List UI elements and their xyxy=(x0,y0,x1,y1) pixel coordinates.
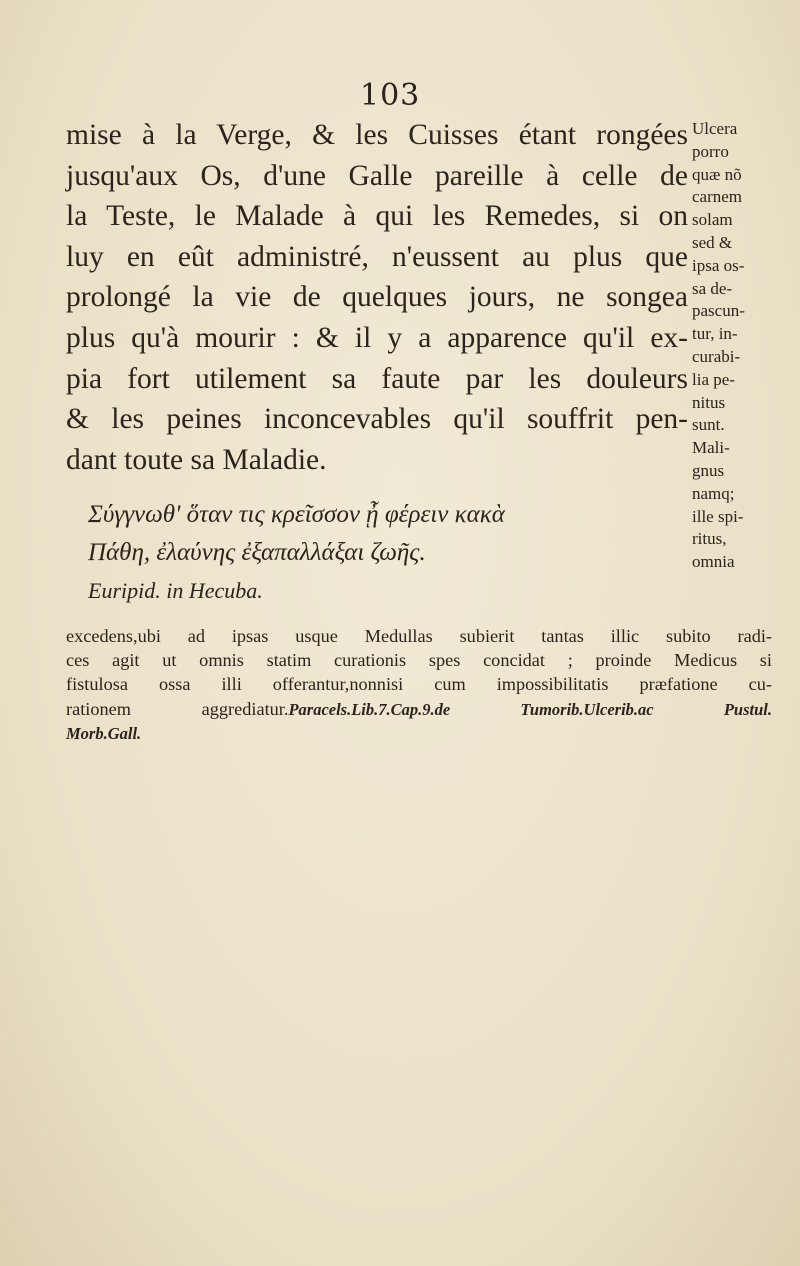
margin-line: sa de- xyxy=(692,278,733,298)
margin-line: ritus, xyxy=(692,529,727,549)
page-number: 103 xyxy=(360,78,421,113)
greek-quotation xyxy=(88,496,648,610)
quote-line: Πάθη, ἐλαύνης ἐξαπαλλάξαι ζωῆς. xyxy=(88,539,426,566)
footnote xyxy=(66,624,772,746)
text-line: & les peines inconcevables qu'il souffrit pen- xyxy=(66,403,688,436)
text-line: pia fort utilement sa faute par les douleurs xyxy=(66,362,688,395)
footnote-line xyxy=(66,697,772,722)
text-line: la Teste, le Malade à qui les Remedes, si on xyxy=(66,200,688,233)
margin-line: Ulcera xyxy=(692,119,738,138)
quote-line: Σύγγνωθ' ὅταν τις κρεῖσσον ᾖ φέρειν κακὰ xyxy=(88,501,505,528)
margin-line: ipsa os- xyxy=(692,255,745,275)
margin-line: tur, in- xyxy=(692,324,738,344)
margin-line: sed & xyxy=(692,232,733,252)
margin-line: carnem xyxy=(692,187,743,207)
text-line: mise à la Verge, & les Cuisses étant rongées xyxy=(66,119,688,151)
margin-line: namq; xyxy=(692,483,735,503)
text-line: jusqu'aux Os, d'une Galle pareille à celle de xyxy=(66,159,688,192)
margin-line: porro xyxy=(692,141,729,161)
footnote-line: ces agit ut omnis statim curationis spes concidat ; proinde Medicus si xyxy=(66,650,772,671)
margin-line: Mali- xyxy=(692,438,730,458)
text-line: dant toute sa Maladie. xyxy=(66,443,327,476)
footnote-line: excedens,ubi ad ipsas usque Medullas subierit tantas illic subito radi- xyxy=(66,626,772,646)
main-paragraph xyxy=(66,115,688,480)
footnote-text: rationem aggrediatur. xyxy=(66,698,289,719)
text-line: luy en eût administré, n'eussent au plus que xyxy=(66,240,688,273)
marginal-note xyxy=(692,118,772,574)
margin-line: solam xyxy=(692,210,733,230)
margin-line: curabi- xyxy=(692,346,741,366)
margin-line: gnus xyxy=(692,460,725,480)
footnote-reference: Morb.Gall. xyxy=(66,723,142,743)
footnote-line: fistulosa ossa illi offerantur,nonnisi cum impossibilitatis præfatione cu- xyxy=(66,674,772,695)
margin-line: lia pe- xyxy=(692,369,735,389)
margin-line: nitus xyxy=(692,392,726,412)
text-line: prolongé la vie de quelques jours, ne songea xyxy=(66,281,688,314)
margin-line: sunt. xyxy=(692,415,725,435)
margin-line: omnia xyxy=(692,552,735,572)
quote-source: Euripid. in Hecuba. xyxy=(88,578,263,603)
text-line: plus qu'à mourir : & il y a apparence qu'il ex- xyxy=(66,321,688,354)
margin-line: pascun- xyxy=(692,301,745,321)
margin-line: quæ nõ xyxy=(692,164,742,184)
margin-line: ille spi- xyxy=(692,506,744,526)
footnote-reference: Paracels.Lib.7.Cap.9.de Tumorib.Ulcerib.ac Pustul. xyxy=(288,699,772,719)
